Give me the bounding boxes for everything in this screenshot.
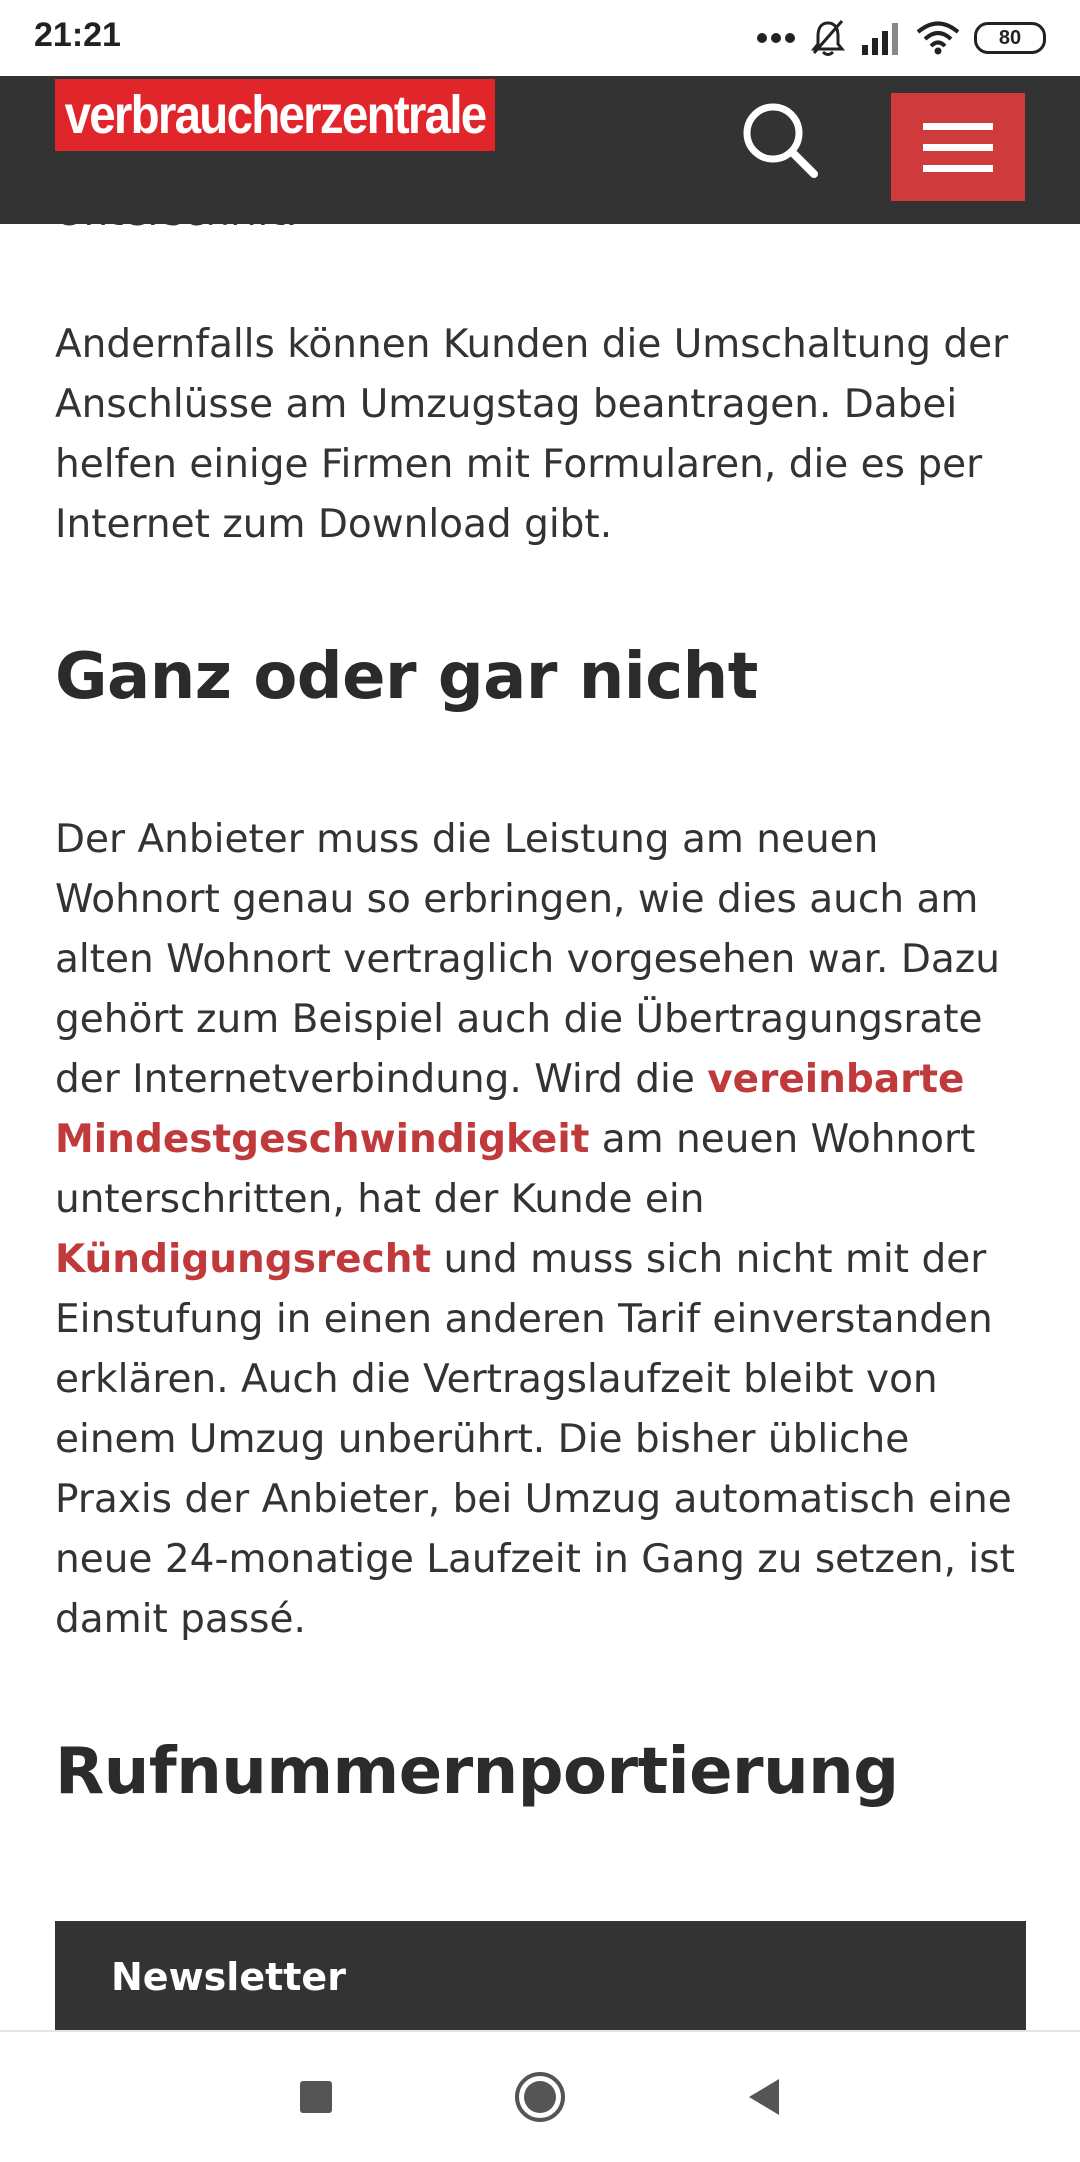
wifi-icon xyxy=(916,21,960,55)
menu-button[interactable] xyxy=(891,93,1025,201)
battery-icon xyxy=(974,22,1046,54)
article-paragraph: Andernfalls können Kunden die Umschaltung der Anschlüsse am Umzugstag beantragen. Dabei helfen einige Firmen mit Formularen, die es per Internet zum Download gibt. xyxy=(55,322,1009,547)
status-icons xyxy=(756,18,1046,58)
signal-icon xyxy=(860,21,902,55)
back-button[interactable] xyxy=(735,2067,795,2127)
home-icon xyxy=(510,2067,570,2127)
newsletter-title: Newsletter xyxy=(111,1955,346,1999)
article-paragraph xyxy=(55,810,1035,1650)
site-logo[interactable]: verbraucherzentrale xyxy=(55,79,495,151)
home-button[interactable] xyxy=(510,2067,570,2127)
newsletter-bar[interactable] xyxy=(55,1921,1026,2031)
more-dots-icon xyxy=(756,32,796,44)
recent-apps-button[interactable] xyxy=(286,2067,346,2127)
system-nav-bar xyxy=(0,2030,1080,2162)
bell-off-icon xyxy=(810,19,846,57)
search-button[interactable] xyxy=(736,96,826,186)
link-kuendigungsrecht[interactable]: Kündigungsrecht xyxy=(55,1237,432,1282)
status-bar xyxy=(0,0,1080,76)
site-header xyxy=(0,76,1080,224)
section-heading: Rufnummernportierung xyxy=(55,1735,899,1809)
section-heading: Ganz oder gar nicht xyxy=(55,640,758,714)
paragraph-text: Der Anbieter muss die Leistung am neuen Wohnort genau so erbringen, wie dies auch am alten Wohnort vertraglich vorgesehen war. Dazu gehört zum Beispiel auch die Übertragungsrate der Internetverbindung. Wird die xyxy=(55,817,1000,1102)
battery-level: 80 xyxy=(998,26,1022,49)
link-mindestgeschwindigkeit[interactable]: vereinbarte Mindestgeschwindigkeit xyxy=(55,1057,965,1162)
status-time: 21:21 xyxy=(34,16,121,54)
recent-apps-icon xyxy=(286,2067,346,2127)
paragraph-text: und muss sich nicht mit der Einstufung in einen anderen Tarif einverstanden erklären. Auch die Vertragslaufzeit bleibt von einem Umzug unberührt. Die bisher übliche Praxis der Anbieter, bei Umzug automatisch eine neue 24-monatige Laufzeit in Gang zu setzen, ist damit passé. xyxy=(55,1237,1015,1642)
search-icon xyxy=(736,96,826,186)
back-icon xyxy=(735,2067,795,2127)
paragraph-text: am neuen Wohnort unterschritten, hat der Kunde ein xyxy=(55,1117,976,1222)
